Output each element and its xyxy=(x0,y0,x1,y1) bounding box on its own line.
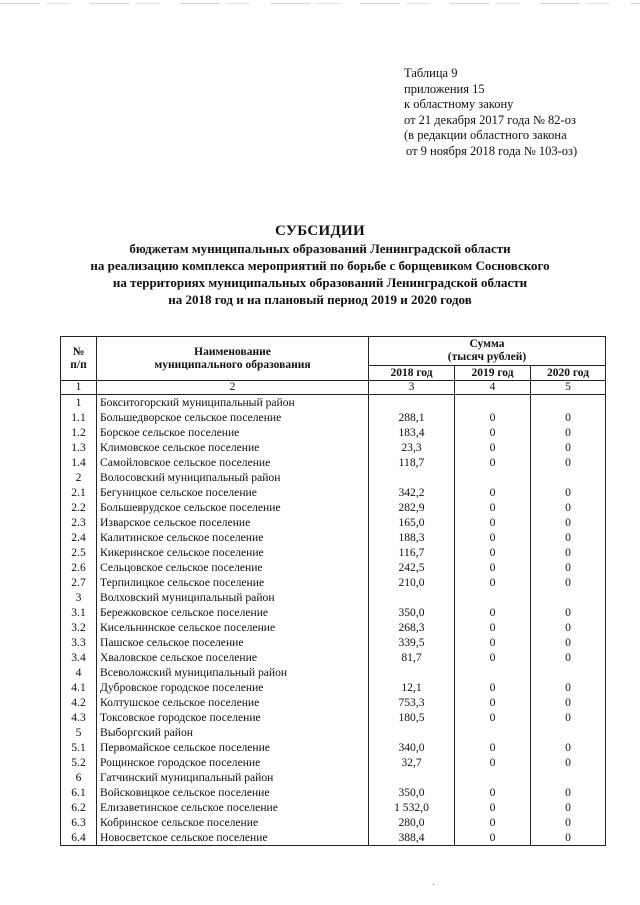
value-2020: 0 xyxy=(531,695,606,710)
value-2020: 0 xyxy=(531,605,606,620)
value-2018: 180,5 xyxy=(369,710,455,725)
value-2020 xyxy=(531,665,606,680)
value-2020: 0 xyxy=(531,710,606,725)
row-name: Гатчинский муниципальный район xyxy=(97,770,369,785)
header-num xyxy=(61,337,97,381)
value-2019: 0 xyxy=(455,560,531,575)
value-2018: 242,5 xyxy=(369,560,455,575)
subsidies-table xyxy=(60,336,606,846)
value-2018: 342,2 xyxy=(369,485,455,500)
row-number: 1 xyxy=(61,395,97,411)
row-number: 2.4 xyxy=(61,530,97,545)
row-name: Дубровское городское поселение xyxy=(97,680,369,695)
table-row xyxy=(61,425,606,440)
district-row xyxy=(61,470,606,485)
value-2018: 388,4 xyxy=(369,830,455,846)
value-2019 xyxy=(455,725,531,740)
row-name: Колтушское сельское поселение xyxy=(97,695,369,710)
value-2019: 0 xyxy=(455,530,531,545)
value-2020: 0 xyxy=(531,800,606,815)
table-row xyxy=(61,515,606,530)
value-2020: 0 xyxy=(531,755,606,770)
value-2020: 0 xyxy=(531,425,606,440)
table-row xyxy=(61,500,606,515)
row-name: Климовское сельское поселение xyxy=(97,440,369,455)
note-line: (в редакции областного закона xyxy=(404,128,567,142)
document-title xyxy=(0,222,640,308)
value-2020 xyxy=(531,725,606,740)
value-2018 xyxy=(369,395,455,411)
district-row xyxy=(61,725,606,740)
value-2018: 12,1 xyxy=(369,680,455,695)
row-name: Большедворское сельское поселение xyxy=(97,410,369,425)
value-2018: 340,0 xyxy=(369,740,455,755)
table-row xyxy=(61,650,606,665)
value-2018: 282,9 xyxy=(369,500,455,515)
row-name: Хваловское сельское поселение xyxy=(97,650,369,665)
table-row xyxy=(61,455,606,470)
row-number: 6.2 xyxy=(61,800,97,815)
value-2019: 0 xyxy=(455,425,531,440)
value-2018: 183,4 xyxy=(369,425,455,440)
table-row xyxy=(61,695,606,710)
value-2019: 0 xyxy=(455,455,531,470)
value-2019: 0 xyxy=(455,485,531,500)
row-name: Бережковское сельское поселение xyxy=(97,605,369,620)
value-2019: 0 xyxy=(455,620,531,635)
value-2019: 0 xyxy=(455,800,531,815)
value-2018: 210,0 xyxy=(369,575,455,590)
header-sum-line1: Сумма xyxy=(469,338,505,350)
value-2019: 0 xyxy=(455,740,531,755)
table-row xyxy=(61,485,606,500)
value-2020: 0 xyxy=(531,530,606,545)
table-row xyxy=(61,710,606,725)
value-2018 xyxy=(369,470,455,485)
table-row xyxy=(61,635,606,650)
value-2018 xyxy=(369,770,455,785)
row-number: 4.3 xyxy=(61,710,97,725)
value-2020: 0 xyxy=(531,410,606,425)
value-2019 xyxy=(455,470,531,485)
value-2020: 0 xyxy=(531,650,606,665)
row-name: Кикеринское сельское поселение xyxy=(97,545,369,560)
value-2018 xyxy=(369,725,455,740)
note-line: Таблица 9 xyxy=(404,66,458,80)
table-row xyxy=(61,410,606,425)
table-row xyxy=(61,755,606,770)
header-sum-line2: (тысяч рублей) xyxy=(447,351,527,363)
value-2020: 0 xyxy=(531,740,606,755)
note-line: к областному закону xyxy=(404,97,514,111)
value-2020: 0 xyxy=(531,830,606,846)
row-number: 6 xyxy=(61,770,97,785)
row-name: Рощинское городское поселение xyxy=(97,755,369,770)
value-2018: 288,1 xyxy=(369,410,455,425)
row-number: 3.2 xyxy=(61,620,97,635)
title-line: бюджетам муниципальных образований Ленинградской области xyxy=(129,241,511,256)
value-2020 xyxy=(531,590,606,605)
value-2020: 0 xyxy=(531,485,606,500)
table-row xyxy=(61,440,606,455)
value-2018: 118,7 xyxy=(369,455,455,470)
table-body xyxy=(61,395,606,846)
row-name: Большеврудское сельское поселение xyxy=(97,500,369,515)
value-2018: 116,7 xyxy=(369,545,455,560)
table-row xyxy=(61,740,606,755)
value-2019: 0 xyxy=(455,545,531,560)
value-2018: 268,3 xyxy=(369,620,455,635)
value-2019 xyxy=(455,665,531,680)
row-name: Выборгский район xyxy=(97,725,369,740)
row-number: 2 xyxy=(61,470,97,485)
value-2018: 23,3 xyxy=(369,440,455,455)
row-number: 6.4 xyxy=(61,830,97,846)
row-number: 3.1 xyxy=(61,605,97,620)
row-name: Сельцовское сельское поселение xyxy=(97,560,369,575)
row-number: 3.3 xyxy=(61,635,97,650)
row-name: Токсовское городское поселение xyxy=(97,710,369,725)
column-index: 2 xyxy=(97,381,369,395)
value-2019: 0 xyxy=(455,815,531,830)
table-row xyxy=(61,830,606,846)
value-2019: 0 xyxy=(455,515,531,530)
value-2019: 0 xyxy=(455,785,531,800)
row-number: 4 xyxy=(61,665,97,680)
header-2020: 2020 год xyxy=(531,366,606,381)
value-2020: 0 xyxy=(531,440,606,455)
title-main: СУБСИДИИ xyxy=(274,223,365,239)
value-2019: 0 xyxy=(455,755,531,770)
header-sum xyxy=(369,337,606,366)
value-2019: 0 xyxy=(455,680,531,695)
row-number: 2.5 xyxy=(61,545,97,560)
table-row xyxy=(61,530,606,545)
row-number: 1.2 xyxy=(61,425,97,440)
row-number: 2.1 xyxy=(61,485,97,500)
table-row xyxy=(61,785,606,800)
row-name: Бегуницкое сельское поселение xyxy=(97,485,369,500)
value-2019: 0 xyxy=(455,410,531,425)
value-2020 xyxy=(531,470,606,485)
value-2018: 350,0 xyxy=(369,605,455,620)
scan-edge-artifact xyxy=(0,3,640,4)
row-number: 6.1 xyxy=(61,785,97,800)
table-row xyxy=(61,680,606,695)
table-row xyxy=(61,605,606,620)
row-number: 5 xyxy=(61,725,97,740)
value-2020: 0 xyxy=(531,635,606,650)
row-name: Всеволожский муниципальный район xyxy=(97,665,369,680)
column-index: 5 xyxy=(531,381,606,395)
note-line: приложения 15 xyxy=(404,81,485,96)
district-row xyxy=(61,590,606,605)
value-2019 xyxy=(455,590,531,605)
header-2018: 2018 год xyxy=(369,366,455,381)
row-number: 4.2 xyxy=(61,695,97,710)
value-2018: 81,7 xyxy=(369,650,455,665)
value-2018 xyxy=(369,590,455,605)
value-2019: 0 xyxy=(455,440,531,455)
value-2019: 0 xyxy=(455,710,531,725)
title-line: на реализацию комплекса мероприятий по борьбе с борщевиком Сосновского xyxy=(90,258,550,273)
title-line: на территориях муниципальных образований Ленинградской области xyxy=(112,275,528,290)
value-2018: 188,3 xyxy=(369,530,455,545)
row-name: Волосовский муниципальный район xyxy=(97,470,369,485)
district-row xyxy=(61,665,606,680)
row-name: Новосветское сельское поселение xyxy=(97,830,369,846)
row-name: Терпилицкое сельское поселение xyxy=(97,575,369,590)
value-2019: 0 xyxy=(455,575,531,590)
header-name xyxy=(97,337,369,381)
value-2020: 0 xyxy=(531,500,606,515)
column-index: 4 xyxy=(455,381,531,395)
value-2020: 0 xyxy=(531,455,606,470)
row-number: 2.2 xyxy=(61,500,97,515)
row-number: 5.1 xyxy=(61,740,97,755)
row-name: Кисельнинское сельское поселение xyxy=(97,620,369,635)
value-2019: 0 xyxy=(455,830,531,846)
note-line: от 9 ноября 2018 года № 103-оз) xyxy=(406,143,578,158)
value-2019: 0 xyxy=(455,650,531,665)
header-num-line1: № xyxy=(72,345,85,358)
row-number: 3 xyxy=(61,590,97,605)
row-number: 1.1 xyxy=(61,410,97,425)
value-2020: 0 xyxy=(531,575,606,590)
table-row xyxy=(61,545,606,560)
value-2020: 0 xyxy=(531,785,606,800)
header-num-line2: п/п xyxy=(70,358,87,371)
value-2018: 1 532,0 xyxy=(369,800,455,815)
row-name: Самойловское сельское поселение xyxy=(97,455,369,470)
row-name: Борское сельское поселение xyxy=(97,425,369,440)
row-number: 2.6 xyxy=(61,560,97,575)
row-name: Елизаветинское сельское поселение xyxy=(97,800,369,815)
row-number: 1.3 xyxy=(61,440,97,455)
value-2019: 0 xyxy=(455,695,531,710)
value-2020: 0 xyxy=(531,560,606,575)
row-name: Войсковицкое сельское поселение xyxy=(97,785,369,800)
value-2019: 0 xyxy=(455,605,531,620)
value-2019 xyxy=(455,395,531,411)
district-row xyxy=(61,770,606,785)
value-2020 xyxy=(531,395,606,411)
value-2018: 280,0 xyxy=(369,815,455,830)
row-number: 2.3 xyxy=(61,515,97,530)
header-name-line2: муниципального образования xyxy=(154,358,311,371)
value-2018 xyxy=(369,665,455,680)
value-2020: 0 xyxy=(531,515,606,530)
row-number: 1.4 xyxy=(61,455,97,470)
column-index: 3 xyxy=(369,381,455,395)
row-name: Волховский муниципальный район xyxy=(97,590,369,605)
row-number: 2.7 xyxy=(61,575,97,590)
row-name: Пашское сельское поселение xyxy=(97,635,369,650)
value-2020: 0 xyxy=(531,680,606,695)
value-2018: 339,5 xyxy=(369,635,455,650)
header-name-line1: Наименование xyxy=(194,345,271,358)
row-number: 3.4 xyxy=(61,650,97,665)
row-name: Первомайское сельское поселение xyxy=(97,740,369,755)
title-line: на 2018 год и на плановый период 2019 и 2020 годов xyxy=(168,292,472,307)
table-row xyxy=(61,800,606,815)
scan-mark: · xyxy=(432,880,436,891)
value-2018: 753,3 xyxy=(369,695,455,710)
column-index: 1 xyxy=(61,381,97,395)
value-2019: 0 xyxy=(455,500,531,515)
row-name: Кобринское сельское поселение xyxy=(97,815,369,830)
value-2020: 0 xyxy=(531,545,606,560)
value-2020 xyxy=(531,770,606,785)
note-line: от 21 декабря 2017 года № 82-оз xyxy=(404,112,576,127)
value-2020: 0 xyxy=(531,815,606,830)
table-row xyxy=(61,815,606,830)
header-2019: 2019 год xyxy=(455,366,531,381)
table-row xyxy=(61,560,606,575)
district-row xyxy=(61,395,606,411)
value-2018: 350,0 xyxy=(369,785,455,800)
row-name: Бокситогорский муниципальный район xyxy=(97,395,369,411)
table-row xyxy=(61,620,606,635)
table-row xyxy=(61,575,606,590)
value-2018: 165,0 xyxy=(369,515,455,530)
value-2020: 0 xyxy=(531,620,606,635)
value-2019 xyxy=(455,770,531,785)
row-number: 4.1 xyxy=(61,680,97,695)
value-2018: 32,7 xyxy=(369,755,455,770)
row-number: 5.2 xyxy=(61,755,97,770)
row-name: Калитинское сельское поселение xyxy=(97,530,369,545)
appendix-note xyxy=(404,66,577,159)
row-number: 6.3 xyxy=(61,815,97,830)
value-2019: 0 xyxy=(455,635,531,650)
row-name: Изварское сельское поселение xyxy=(97,515,369,530)
